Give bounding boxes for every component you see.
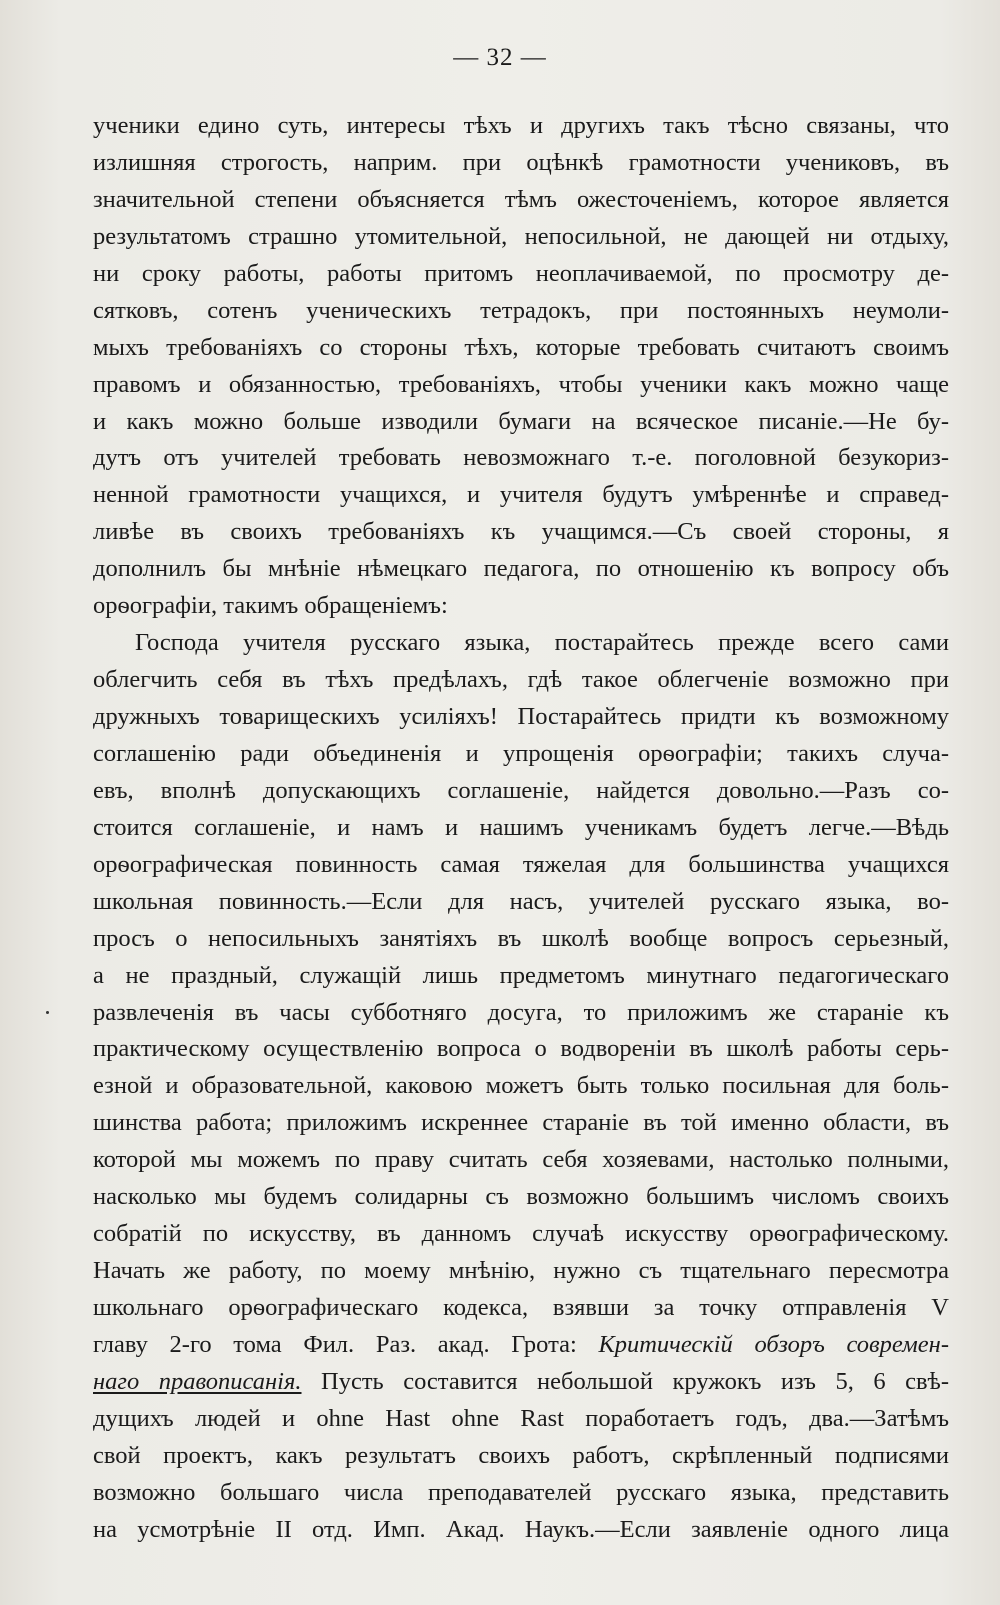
line-text: евъ, вполнѣ допускающихъ соглашеніе, найдется довольно.—Разъ со- — [93, 776, 949, 804]
margin-mark — [46, 1011, 49, 1014]
line-text: свой проектъ, какъ результатъ своихъ работъ, скрѣпленный подписями — [93, 1441, 949, 1469]
text-line — [93, 921, 949, 958]
line-text: шинства работа; приложимъ искреннее стараніе въ той именно области, въ — [93, 1109, 949, 1137]
text-line — [93, 145, 949, 182]
text-line — [93, 995, 949, 1032]
text-line — [93, 884, 949, 921]
text-line — [93, 1216, 949, 1253]
line-text: ненной грамотности учащихся, и учителя будутъ умѣреннѣе и справед- — [93, 481, 949, 509]
line-text: соглашенію ради объединенія и упрощенія орѳографіи; такихъ случа- — [93, 739, 949, 767]
text-line — [93, 958, 949, 995]
line-text: мыхъ требованіяхъ со стороны тѣхъ, которые требовать считаютъ своимъ — [93, 333, 949, 361]
text-line — [93, 773, 949, 810]
line-text: насколько мы будемъ солидарны съ возможно большимъ числомъ своихъ — [93, 1183, 949, 1211]
line-text: стоится соглашеніе, и намъ и нашимъ ученикамъ будетъ легче.—Вѣдь — [93, 813, 949, 841]
text-line — [93, 1031, 949, 1068]
line-text: дружныхъ товарищескихъ усиліяхъ! Постарайтесь придти къ возможному — [93, 703, 949, 730]
line-text: дутъ отъ учителей требовать невозможнаго т.-е. поголовной безукориз- — [93, 444, 949, 472]
line-text: просъ о непосильныхъ занятіяхъ въ школѣ вообще вопросъ серьезный, — [93, 924, 949, 952]
italic-title-fragment: Критическій обзоръ современ- — [598, 1330, 949, 1358]
line-text: сятковъ, сотенъ ученическихъ тетрадокъ, при постоянныхъ неумоли- — [93, 296, 949, 324]
text-line — [93, 810, 949, 847]
line-text: развлеченія въ часы субботняго досуга, то приложимъ же стараніе къ — [93, 998, 949, 1026]
text-line — [93, 847, 949, 884]
text-line — [93, 1068, 949, 1105]
text-line — [93, 699, 949, 736]
line-text: результатомъ страшно утомительной, непосильной, не дающей ни отдыху, — [93, 222, 949, 250]
line-text: а не праздный, служащій лишь предметомъ минутнаго педагогическаго — [93, 961, 949, 989]
line-text: Начать же работу, по моему мнѣнію, нужно съ тщательнаго пересмотра — [93, 1257, 949, 1285]
text-line — [93, 1290, 949, 1327]
text-line — [93, 662, 949, 699]
text-line — [93, 1105, 949, 1142]
text-line — [93, 404, 949, 441]
line-text: Господа учителя русскаго языка, постарайтесь прежде всего сами — [135, 629, 949, 657]
text-line — [93, 108, 949, 145]
text-line — [93, 1327, 949, 1364]
line-text: дополнилъ бы мнѣніе нѣмецкаго педагога, по отношенію къ вопросу объ — [93, 555, 949, 583]
text-line — [93, 477, 949, 514]
text-line — [93, 256, 949, 293]
line-text: школьнаго орѳографическаго кодекса, взявши за точку отправленія V — [93, 1294, 949, 1321]
line-text: орѳографіи, такимъ обращеніемъ: — [93, 592, 448, 620]
line-text: орѳографическая повинность самая тяжелая для большинства учащихся — [93, 850, 949, 878]
line-text: дущихъ людей и ohne Hast ohne Rast поработаетъ годъ, два.—Затѣмъ — [93, 1404, 949, 1432]
text-line — [93, 551, 949, 588]
text-line — [93, 1253, 949, 1290]
line-text: значительной степени объясняется тѣмъ ожесточеніемъ, которое является — [93, 185, 949, 213]
line-text: езной и образовательной, каковою можетъ быть только посильная для боль- — [93, 1072, 949, 1100]
text-line — [93, 293, 949, 330]
text-line — [93, 1438, 949, 1475]
text-line — [93, 219, 949, 256]
line-text: ни сроку работы, работы притомъ неоплачиваемой, по просмотру де- — [93, 259, 949, 287]
text-line — [93, 588, 949, 625]
text-line — [93, 625, 949, 662]
text-line — [93, 367, 949, 404]
line-text: облегчить себя въ тѣхъ предѣлахъ, гдѣ такое облегченіе возможно при — [93, 666, 949, 694]
text-line — [93, 1401, 949, 1438]
line-text: которой мы можемъ по праву считать себя хозяевами, настолько полными, — [93, 1146, 949, 1174]
text-line — [93, 182, 949, 219]
line-text: главу 2-го тома Фил. Раз. акад. Грота: — [93, 1330, 599, 1358]
text-line — [93, 1364, 949, 1401]
text-line — [93, 514, 949, 551]
line-text: правомъ и обязанностью, требованіяхъ, чтобы ученики какъ можно чаще — [93, 370, 949, 398]
line-text: ливѣе въ своихъ требованіяхъ къ учащимся.—Съ своей стороны, я — [93, 518, 949, 546]
body-text — [93, 108, 949, 1549]
text-line — [93, 440, 949, 477]
italic-title-fragment: наго правописанія. — [93, 1367, 302, 1395]
line-text: излишняя строгость, наприм. при оцѣнкѣ грамотности учениковъ, въ — [93, 148, 949, 176]
line-text: школьная повинность.—Если для насъ, учителей русскаго языка, во- — [93, 887, 949, 915]
text-line — [93, 1512, 949, 1549]
text-line — [93, 1475, 949, 1512]
page-number: — 32 — — [453, 44, 547, 71]
line-text: возможно большаго числа преподавателей русскаго языка, представить — [93, 1478, 949, 1506]
text-line — [93, 1142, 949, 1179]
line-text: Пусть составится небольшой кружокъ изъ 5, 6 свѣ- — [301, 1367, 949, 1395]
text-line — [93, 330, 949, 367]
line-text: на усмотрѣніе II отд. Имп. Акад. Наукъ.—Если заявленіе одного лица — [93, 1515, 949, 1543]
line-text: и какъ можно больше изводили бумаги на всяческое писаніе.—Не бу- — [93, 407, 949, 435]
line-text: ученики едино суть, интересы тѣхъ и другихъ такъ тѣсно связаны, что — [93, 112, 949, 139]
line-text: собратій по искусству, въ данномъ случаѣ искусству орѳографическому. — [93, 1220, 949, 1248]
line-text: практическому осуществленію вопроса о водвореніи въ школѣ работы серь- — [93, 1035, 949, 1063]
text-line — [93, 736, 949, 773]
text-line — [93, 1179, 949, 1216]
